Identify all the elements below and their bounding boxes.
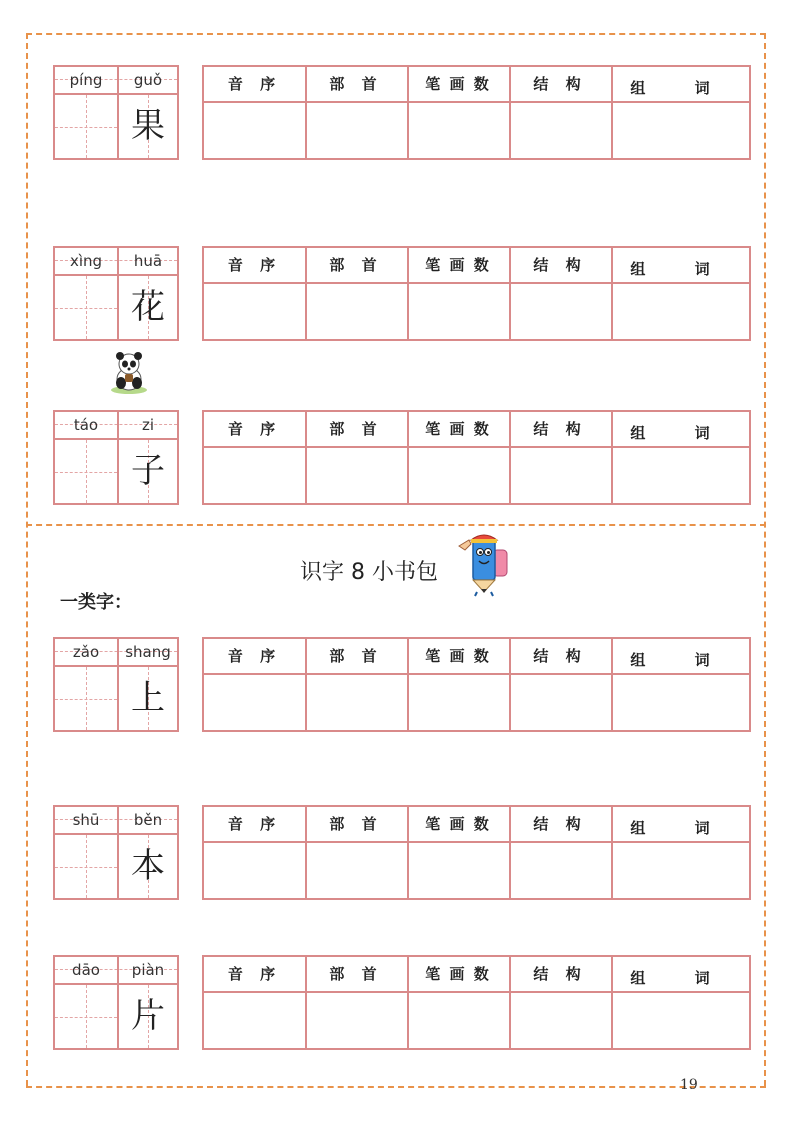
header-yinxu: 音 序	[227, 965, 282, 983]
header-yinxu: 音 序	[227, 815, 282, 833]
pencil-mascot-icon	[455, 532, 513, 598]
header-bushou: 部 首	[329, 75, 383, 93]
header-zuci: 组 词	[630, 79, 732, 97]
header-bushou: 部 首	[329, 815, 383, 833]
header-yinxu: 音 序	[227, 647, 282, 665]
pinyin-left: táo	[73, 416, 99, 434]
answer-cell-bihuashu[interactable]	[409, 993, 509, 1048]
answer-cell-bihuashu[interactable]	[409, 843, 509, 898]
answer-cell-jiegou[interactable]	[511, 993, 611, 1048]
answer-cell-yinxu[interactable]	[204, 843, 305, 898]
char-info-table	[202, 246, 751, 341]
header-zuci: 组 词	[630, 819, 732, 837]
answer-cell-zuci[interactable]	[613, 843, 749, 898]
answer-cell-bushou[interactable]	[307, 103, 407, 158]
header-bihuashu: 笔 画 数	[425, 256, 491, 274]
header-bushou: 部 首	[329, 965, 383, 983]
header-bushou: 部 首	[329, 420, 383, 438]
header-zuci: 组 词	[630, 424, 732, 442]
header-bihuashu: 笔 画 数	[425, 647, 491, 665]
answer-cell-bushou[interactable]	[307, 448, 407, 503]
header-jiegou: 结 构	[533, 256, 587, 274]
pinyin-right: zi	[141, 416, 155, 434]
answer-cell-bihuashu[interactable]	[409, 448, 509, 503]
answer-cell-jiegou[interactable]	[511, 675, 611, 730]
header-jiegou: 结 构	[533, 647, 587, 665]
frame-left-border	[26, 33, 28, 1086]
frame-top-border	[26, 33, 766, 35]
pinyin-left: dāo	[72, 961, 100, 979]
answer-cell-bushou[interactable]	[307, 993, 407, 1048]
header-jiegou: 结 构	[533, 815, 587, 833]
header-yinxu: 音 序	[227, 256, 282, 274]
header-jiegou: 结 构	[533, 75, 587, 93]
answer-cell-yinxu[interactable]	[204, 284, 305, 339]
hanzi-character: 果	[131, 106, 165, 146]
answer-cell-bushou[interactable]	[307, 675, 407, 730]
answer-cell-yinxu[interactable]	[204, 103, 305, 158]
pinyin-right: běn	[133, 811, 163, 829]
header-bihuashu: 笔 画 数	[425, 815, 491, 833]
char-info-table	[202, 637, 751, 732]
header-bihuashu: 笔 画 数	[425, 420, 491, 438]
frame-middle-divider	[26, 524, 766, 526]
answer-cell-yinxu[interactable]	[204, 993, 305, 1048]
pinyin-left: píng	[69, 71, 103, 89]
header-bihuashu: 笔 画 数	[425, 75, 491, 93]
answer-cell-zuci[interactable]	[613, 284, 749, 339]
pinyin-left: xìng	[69, 252, 103, 270]
char-info-table	[202, 805, 751, 900]
header-zuci: 组 词	[630, 260, 732, 278]
hanzi-character: 花	[131, 287, 165, 327]
hanzi-character: 子	[131, 451, 165, 491]
answer-cell-bihuashu[interactable]	[409, 103, 509, 158]
header-yinxu: 音 序	[227, 75, 282, 93]
pinyin-right: shang	[125, 643, 171, 661]
answer-cell-jiegou[interactable]	[511, 103, 611, 158]
header-zuci: 组 词	[630, 651, 732, 669]
panda-icon	[108, 350, 150, 394]
char-info-table	[202, 955, 751, 1050]
pinyin-left: shū	[72, 811, 100, 829]
answer-cell-bihuashu[interactable]	[409, 284, 509, 339]
answer-cell-zuci[interactable]	[613, 993, 749, 1048]
frame-right-border	[764, 33, 766, 1086]
char-practice-box	[53, 955, 179, 1050]
header-zuci: 组 词	[630, 969, 732, 987]
pinyin-right: guǒ	[133, 71, 163, 89]
answer-cell-bushou[interactable]	[307, 284, 407, 339]
answer-cell-jiegou[interactable]	[511, 284, 611, 339]
char-practice-box	[53, 637, 179, 732]
category-label: 一类字：	[60, 592, 132, 613]
header-jiegou: 结 构	[533, 965, 587, 983]
answer-cell-yinxu[interactable]	[204, 675, 305, 730]
hanzi-character: 本	[131, 846, 165, 886]
char-info-table	[202, 65, 751, 160]
page-number: 19	[680, 1077, 698, 1093]
answer-cell-jiegou[interactable]	[511, 448, 611, 503]
answer-cell-zuci[interactable]	[613, 103, 749, 158]
pinyin-right: huā	[133, 252, 163, 270]
pinyin-right: piàn	[131, 961, 165, 979]
hanzi-character: 上	[131, 678, 165, 718]
char-info-table	[202, 410, 751, 505]
char-practice-box	[53, 65, 179, 160]
section-title: 识字 8 小书包	[300, 560, 438, 585]
pinyin-left: zǎo	[72, 643, 100, 661]
answer-cell-zuci[interactable]	[613, 448, 749, 503]
answer-cell-jiegou[interactable]	[511, 843, 611, 898]
header-jiegou: 结 构	[533, 420, 587, 438]
char-practice-box	[53, 410, 179, 505]
hanzi-character: 片	[131, 996, 165, 1036]
char-practice-box	[53, 246, 179, 341]
char-practice-box	[53, 805, 179, 900]
header-bushou: 部 首	[329, 256, 383, 274]
answer-cell-yinxu[interactable]	[204, 448, 305, 503]
answer-cell-bihuashu[interactable]	[409, 675, 509, 730]
header-bushou: 部 首	[329, 647, 383, 665]
answer-cell-bushou[interactable]	[307, 843, 407, 898]
header-yinxu: 音 序	[227, 420, 282, 438]
header-bihuashu: 笔 画 数	[425, 965, 491, 983]
answer-cell-zuci[interactable]	[613, 675, 749, 730]
frame-bottom-border	[26, 1086, 766, 1088]
